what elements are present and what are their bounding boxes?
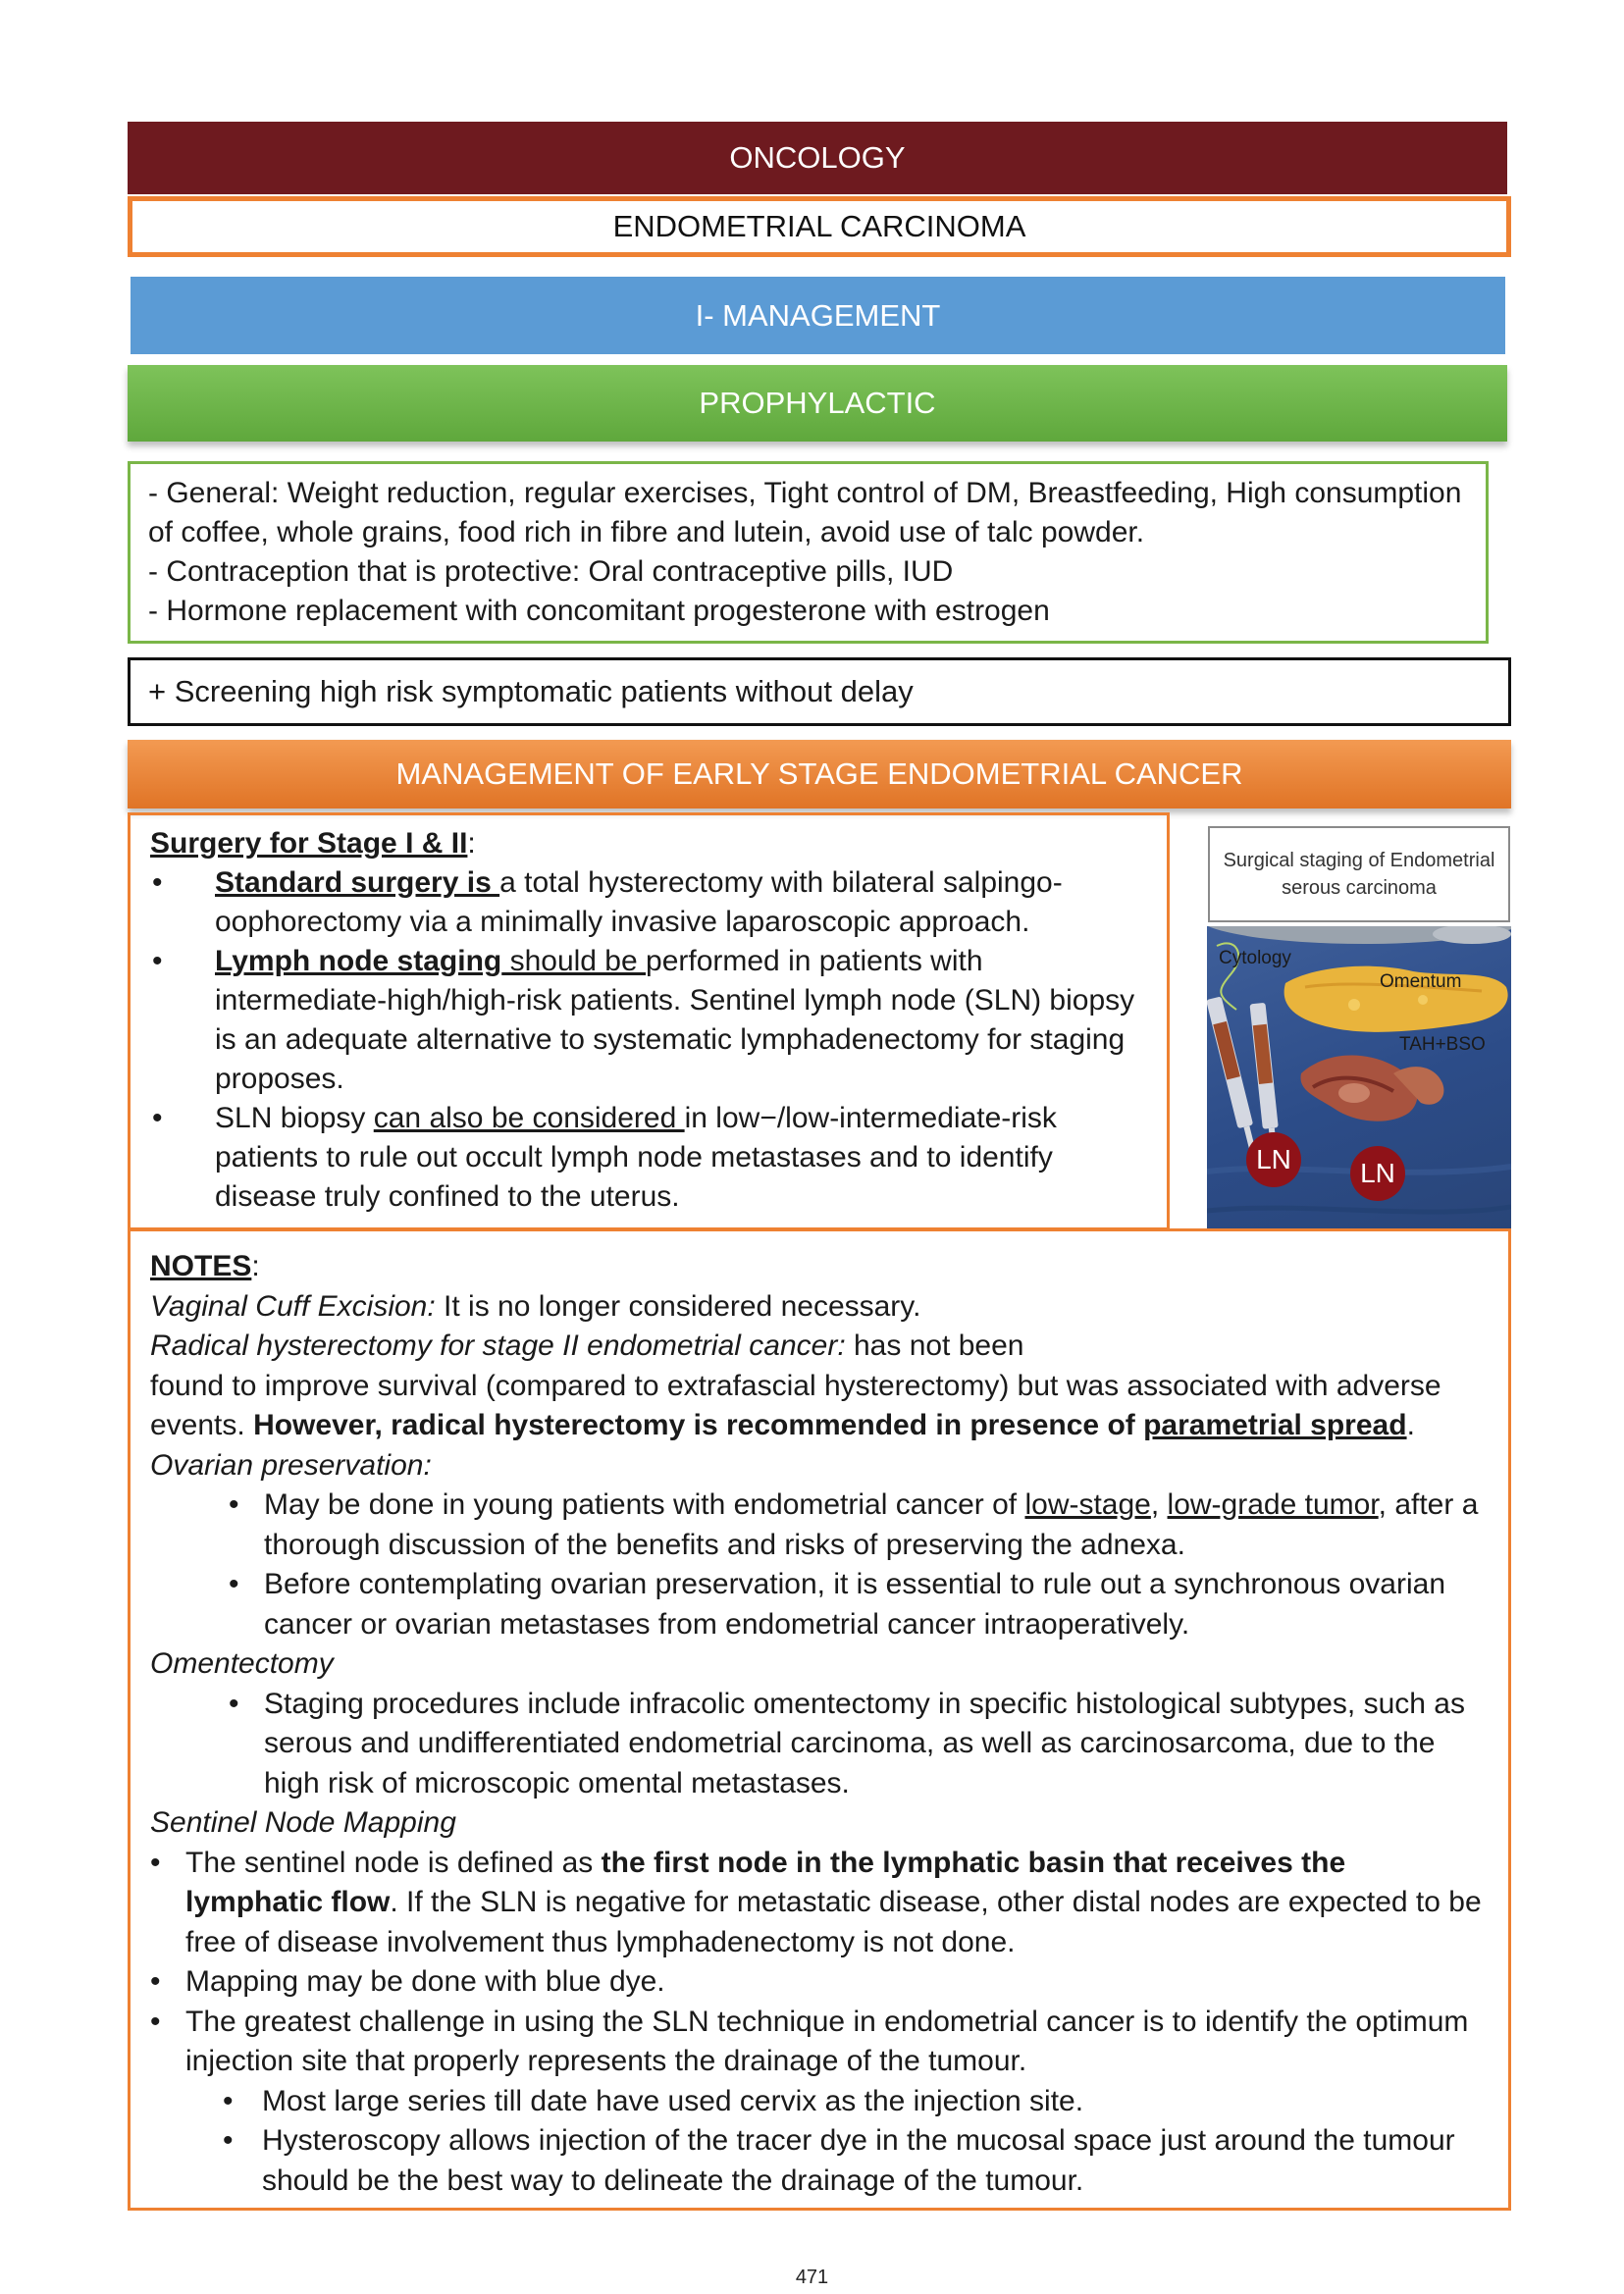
radical-text-2: found to improve survival (compared to extrafascial hysterectomy) but was associated with adverse events. [150, 1369, 1441, 1441]
surgery-box [128, 812, 1170, 1230]
ovarian-label: Ovarian preservation: [150, 1448, 432, 1482]
sentinel-2: Mapping may be done with blue dye. [185, 1965, 665, 1998]
bullet-icon: • [150, 1846, 161, 1879]
list-item [150, 1486, 1489, 1565]
surgery-heading: Surgery for Stage I & II [150, 827, 468, 860]
bullet-icon: • [229, 1488, 239, 1521]
subsection-header [128, 365, 1507, 442]
sln-text: in low−/low-intermediate-risk patients to rule out occult lymph node metastases and to identify disease truly confined to the uterus. [215, 1102, 1057, 1213]
page-number: 471 [795, 2267, 829, 2288]
notes-heading-line [150, 1247, 1489, 1287]
sentinel-1b: . If the SLN is negative for metastatic disease, other distal nodes are expected to be free of disease involvement thus lymphadenectomy is not done. [185, 1886, 1482, 1958]
list-item [150, 2121, 1489, 2201]
sentinel-1a: The sentinel node is defined as [185, 1846, 602, 1879]
screening-text: + Screening high risk symptomatic patients without delay [148, 674, 914, 708]
list-item [150, 942, 1149, 1099]
notes-heading-colon: : [251, 1250, 260, 1282]
radical-bold: However, radical hysterectomy is recommended in presence of [253, 1409, 1144, 1441]
low-grade-tumor: low-grade tumor [1167, 1488, 1379, 1521]
lymph-staging-text: performed in patients with intermediate-high/high-risk patients. Sentinel lymph node (SLN) biopsy is an adequate alternative to systematic lymphadenectomy for staging proposes. [215, 945, 1135, 1095]
bullet-icon: • [223, 2124, 234, 2157]
standard-surgery-lead: Standard surgery is [215, 866, 500, 899]
chapter-header [131, 277, 1505, 354]
list-item [150, 1962, 1489, 2003]
cytology-label: Cytology [1219, 948, 1291, 968]
radical-end: . [1406, 1409, 1415, 1441]
bullet-icon: • [152, 866, 163, 899]
figure-caption [1208, 826, 1510, 922]
surgery-heading-line [150, 824, 1149, 863]
radical-label: Radical hysterectomy for stage II endometrial cancer: [150, 1329, 854, 1362]
sentinel-label: Sentinel Node Mapping [150, 1806, 456, 1839]
ovarian-2: Before contemplating ovarian preservation, it is essential to rule out a synchronous ovarian cancer or ovarian metastases from endometrial cancer intraoperatively. [264, 1568, 1445, 1641]
lymph-node-marker [1246, 1132, 1301, 1187]
prophylactic-line: - Contraception that is protective: Oral contraceptive pills, IUD [148, 555, 954, 588]
list-item [150, 1844, 1489, 1963]
ovarian-sep: , [1150, 1488, 1168, 1521]
lymph-node-label: LN [1256, 1144, 1291, 1174]
list-item [150, 2003, 1489, 2082]
notes-box [128, 1228, 1511, 2211]
bullet-icon: • [150, 1965, 161, 1998]
early-stage-title: MANAGEMENT OF EARLY STAGE ENDOMETRIAL CANCER [395, 756, 1243, 791]
sentinel-3: The greatest challenge in using the SLN technique in endometrial cancer is to identify the optimum injection site that properly represents the drainage of the tumour. [185, 2005, 1469, 2077]
subsection-title: PROPHYLACTIC [699, 386, 936, 420]
surgical-specimen-photo [1207, 926, 1511, 1230]
sln-mid: can also be considered [373, 1102, 685, 1134]
list-item [150, 2082, 1489, 2122]
sentinel-3-sub-1: Most large series till date have used cervix as the injection site. [262, 2084, 1084, 2117]
omentum-label: Omentum [1380, 971, 1462, 992]
topic-header [128, 196, 1511, 257]
radical-text-1: has not been [853, 1329, 1024, 1362]
surgery-heading-colon: : [467, 827, 476, 860]
low-stage: low-stage [1024, 1488, 1151, 1521]
omentectomy-1: Staging procedures include infracolic omentectomy in specific histological subtypes, such as serous and undifferentiated endometrial carcinoma, as well as carcinosarcoma, due to the high risk of microscopic omental metastases. [264, 1687, 1465, 1799]
topic-title: ENDOMETRIAL CARCINOMA [612, 209, 1026, 243]
vaginal-cuff-text: It is no longer considered necessary. [435, 1289, 921, 1323]
list-item [150, 1565, 1489, 1644]
radical-note-first-line [150, 1327, 1489, 1367]
lymph-node-label: LN [1360, 1158, 1395, 1188]
ovarian-1a: May be done in young patients with endometrial cancer of [264, 1488, 1025, 1521]
sentinel-1-bold: the first node in the lymphatic basin that receives the lymphatic flow [185, 1846, 1346, 1918]
notes-heading: NOTES [150, 1250, 252, 1282]
lymph-node-marker [1350, 1146, 1405, 1201]
bullet-icon: • [152, 1102, 163, 1134]
lymph-staging-mid: should be [501, 945, 647, 977]
list-item [150, 1099, 1149, 1217]
bullet-icon: • [223, 2084, 234, 2117]
figure-caption-text: Surgical staging of Endometrial serous carcinoma [1223, 850, 1495, 899]
standard-surgery-text: a total hysterectomy with bilateral salpingo-oophorectomy via a minimally invasive laparoscopic approach. [215, 866, 1063, 938]
list-item [150, 863, 1149, 942]
chapter-title: I- MANAGEMENT [695, 297, 941, 333]
screening-box [128, 657, 1511, 726]
early-stage-header [128, 740, 1511, 808]
vaginal-cuff-label: Vaginal Cuff Excision: [150, 1289, 436, 1323]
bullet-icon: • [229, 1568, 239, 1600]
bullet-icon: • [229, 1687, 239, 1720]
bullet-icon: • [152, 945, 163, 977]
prophylactic-line: - General: Weight reduction, regular exercises, Tight control of DM, Breastfeeding, High consumption of coffee, whole grains, food rich in fibre and lutein, avoid use of talc powder. [148, 477, 1462, 548]
section-title: ONCOLOGY [729, 140, 906, 175]
ovarian-1b: , after a thorough discussion of the benefits and risks of preserving the adnexa. [264, 1488, 1479, 1561]
vaginal-cuff-note [150, 1287, 1489, 1328]
prophylactic-line: - Hormone replacement with concomitant progesterone with estrogen [148, 595, 1050, 627]
list-item [150, 1685, 1489, 1804]
section-header-oncology [128, 122, 1507, 194]
bullet-icon: • [150, 2005, 161, 2038]
parametrial-spread: parametrial spread [1143, 1409, 1407, 1441]
radical-note-body [150, 1367, 1489, 1446]
sln-start: SLN biopsy [215, 1102, 374, 1134]
tah-bso-label: TAH+BSO [1399, 1034, 1486, 1055]
lymph-staging-lead: Lymph node staging [215, 945, 502, 977]
prophylactic-box [128, 461, 1489, 644]
sentinel-3-sub-2: Hysteroscopy allows injection of the tracer dye in the mucosal space just around the tumour should be the best way to delineate the drainage of the tumour. [262, 2124, 1455, 2197]
omentectomy-label: Omentectomy [150, 1647, 334, 1680]
